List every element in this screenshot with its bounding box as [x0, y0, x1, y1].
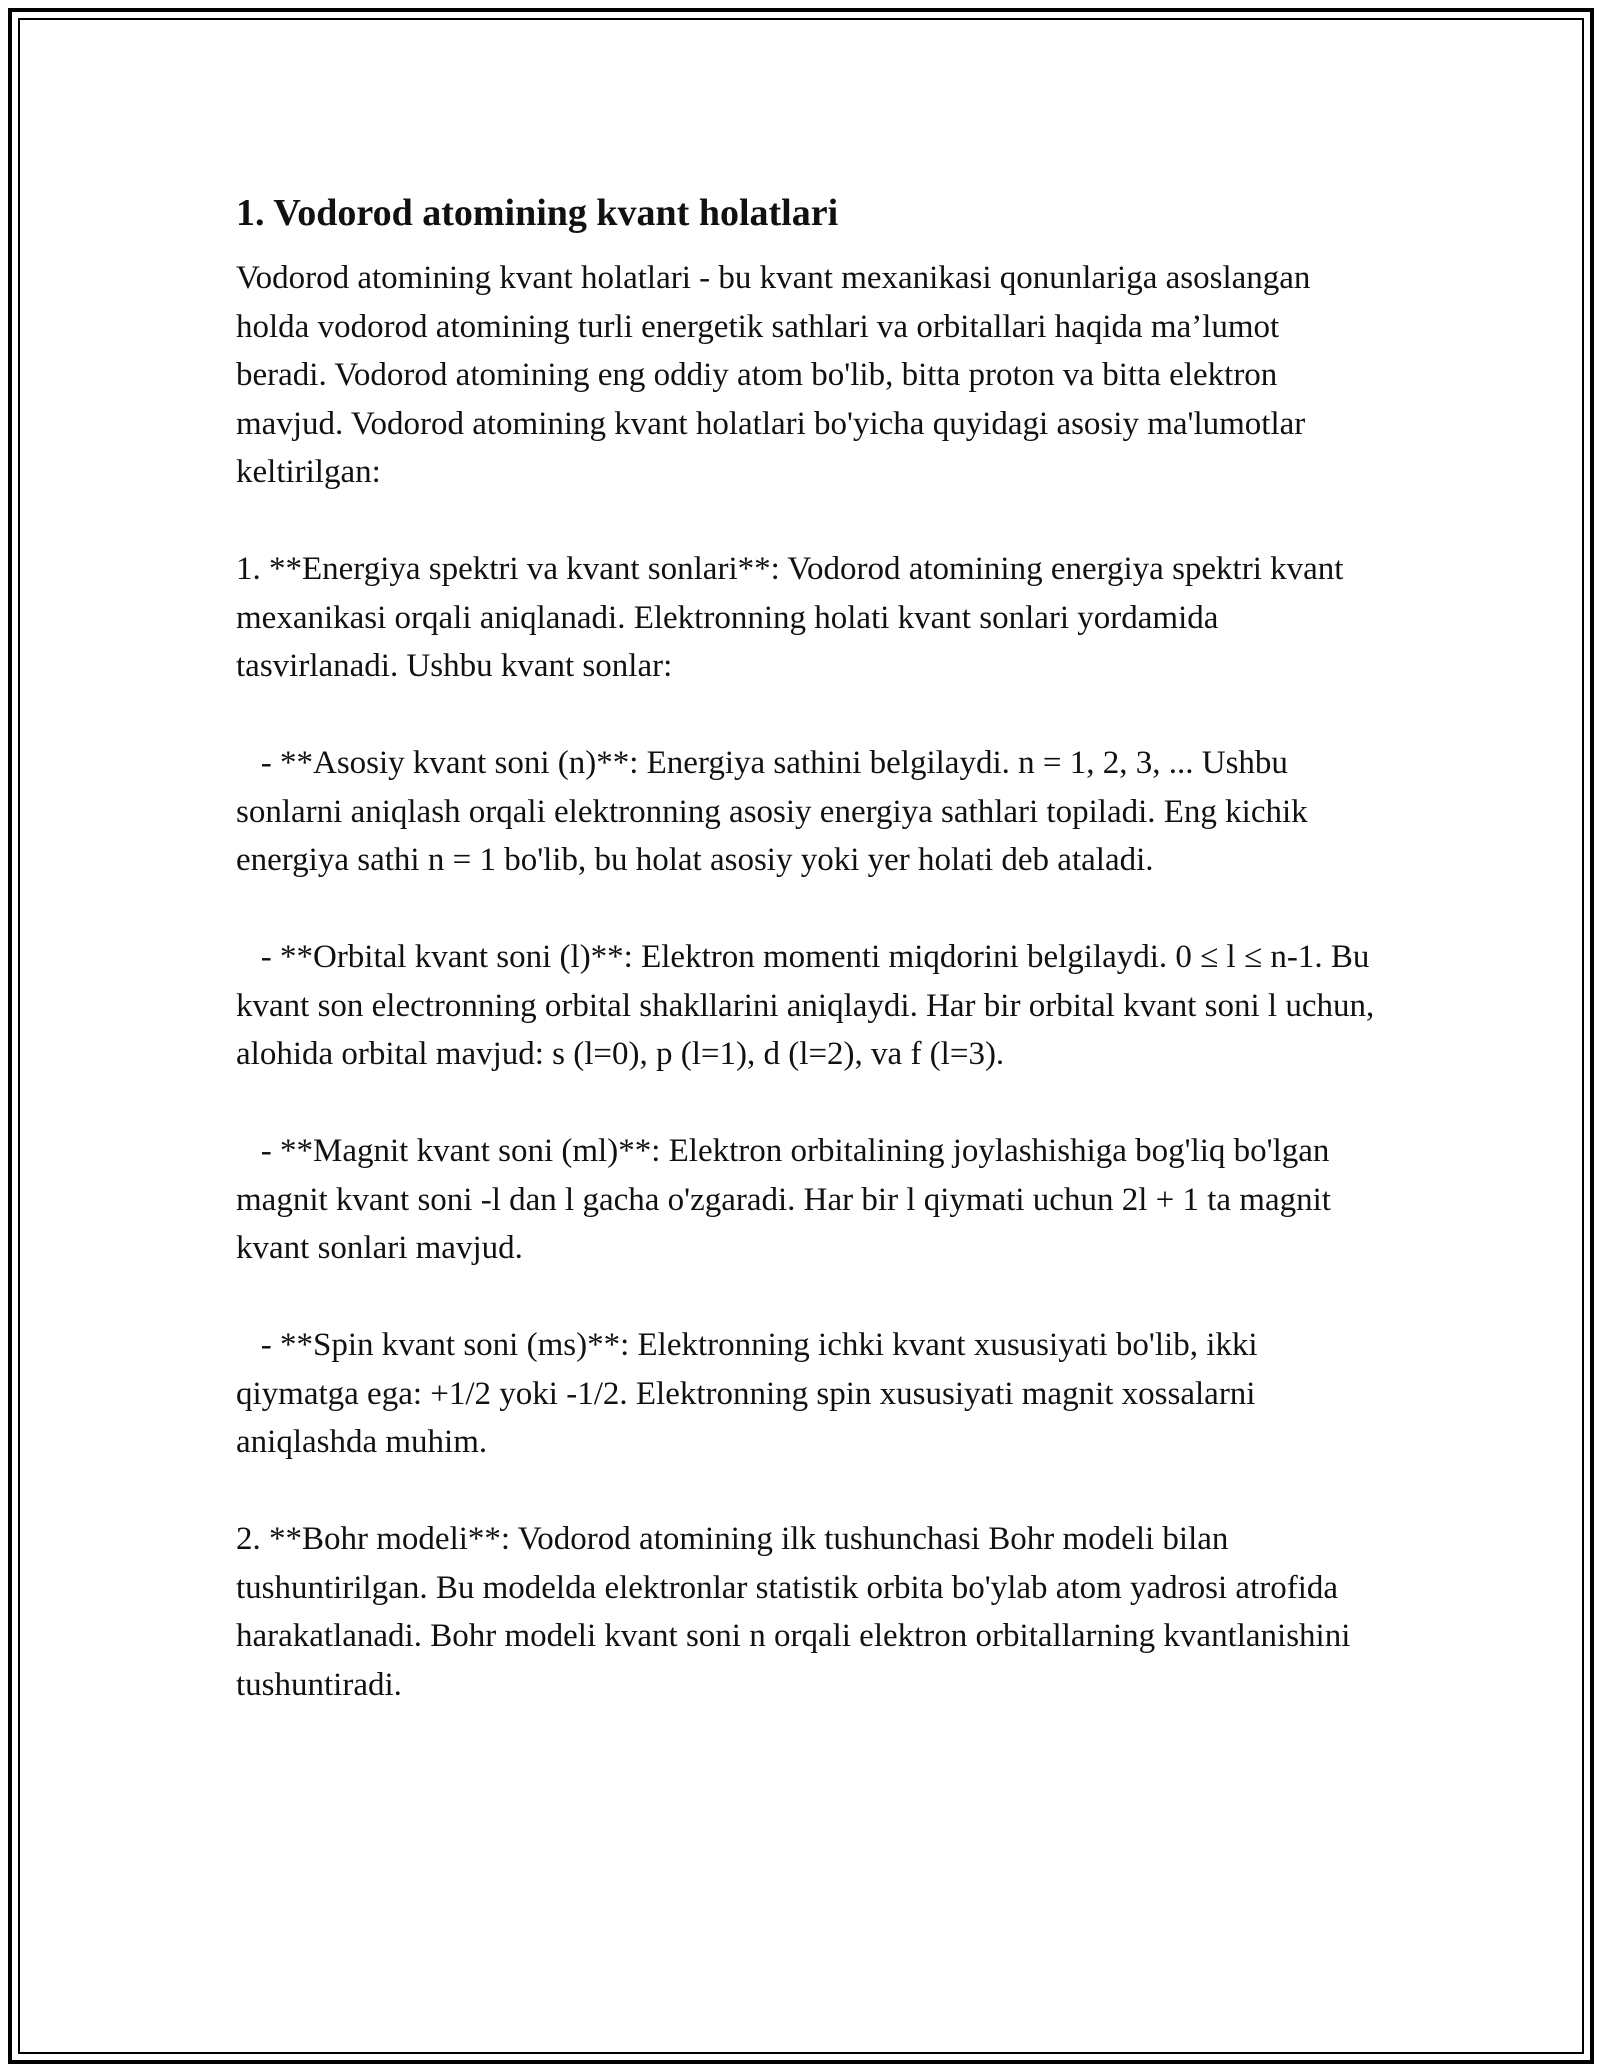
bohr-model-paragraph: 2. **Bohr modeli**: Vodorod atomining ilk tushunchasi Bohr modeli bilan tushuntirilgan. Bu modelda elektronlar statistik orbita bo'ylab atom yadrosi atrofida harakatlanadi. Bohr modeli kvant soni n orqali elektron orbitallarning kvantlanishini tushuntiradi. — [236, 1521, 1359, 1703]
energy-spectrum-paragraph: 1. **Energiya spektri va kvant sonlari**: Vodorod atomining energiya spektri kvant mexanikasi orqali aniqlanadi. Elektronning holati kvant sonlari yordamida tasvirlanadi. Ushbu kvant sonlar: — [236, 551, 1352, 684]
principal-quantum-number-paragraph: - **Asosiy kvant soni (n)**: Energiya sathini belgilaydi. n = 1, 2, 3, ... Ushbu sonlarni aniqlash orqali elektronning asosiy energiya sathlari topiladi. Eng kichik energiya sathi n = 1 bo'lib, bu holat asosiy yoki yer holati deb ataladi. — [236, 745, 1316, 878]
magnetic-quantum-number-paragraph: - **Magnit kvant soni (ml)**: Elektron orbitalining joylashishiga bog'liq bo'lgan magnit kvant soni -l dan l gacha o'zgaradi. Har bir l qiymati uchun 2l + 1 ta magnit kvant sonlari mavjud. — [236, 1133, 1340, 1266]
spin-quantum-number-paragraph: - **Spin kvant soni (ms)**: Elektronning ichki kvant xususiyati bo'lib, ikki qiymatga ega: +1/2 yoki -1/2. Elektronning spin xususiyati magnit xossalarni aniqlashda muhim. — [236, 1327, 1266, 1460]
document-body — [236, 182, 1383, 1758]
section-heading: 1. Vodorod atomining kvant holatlari — [236, 192, 839, 234]
intro-paragraph: Vodorod atomining kvant holatlari - bu kvant mexanikasi qonunlariga asoslangan holda vodorod atomining turli energetik sathlari va orbitallari haqida ma’lumot beradi. Vodorod atomining eng oddiy atom bo'lib, bitta proton va bitta elektron mavjud. Vodorod atomining kvant holatlari bo'yicha quyidagi asosiy ma'lumotlar keltirilgan: — [236, 260, 1319, 490]
orbital-quantum-number-paragraph: - **Orbital kvant soni (l)**: Elektron momenti miqdorini belgilaydi. 0 ≤ l ≤ n-1. Bu kvant son electronning orbital shakllarini aniqlaydi. Har bir orbital kvant soni l uchun, alohida orbital mavjud: s (l=0), p (l=1), d (l=2), va f (l=3). — [236, 939, 1383, 1072]
